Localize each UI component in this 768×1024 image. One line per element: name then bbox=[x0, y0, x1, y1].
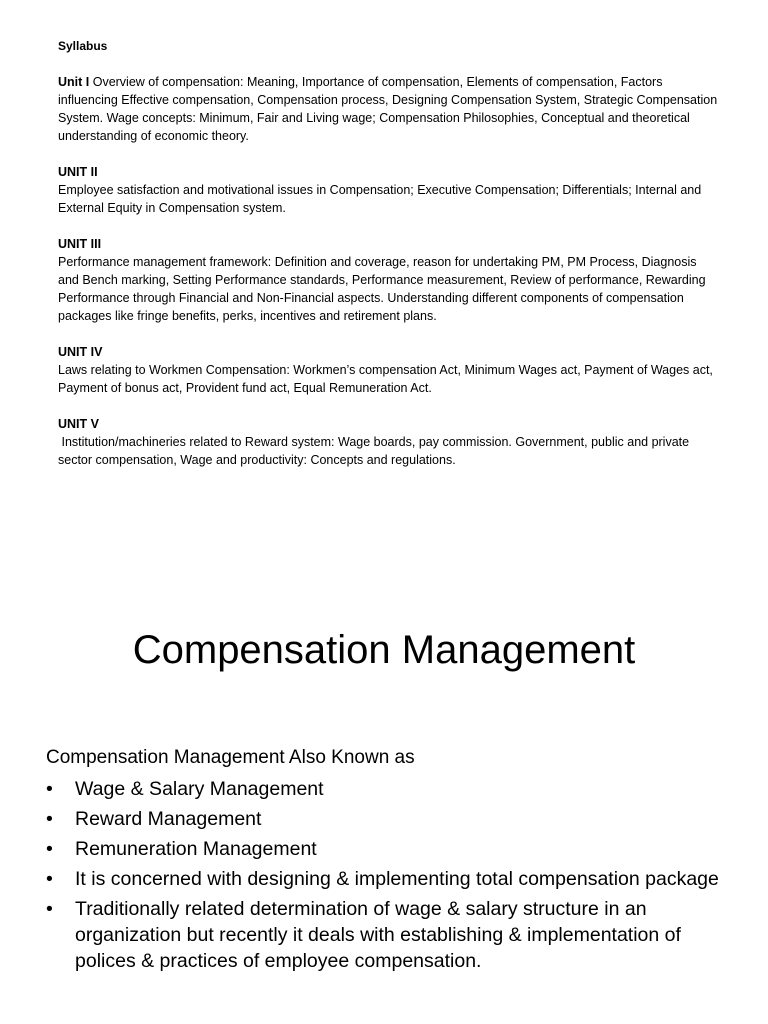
bullet-text: Reward Management bbox=[75, 808, 262, 830]
bullet-text: It is concerned with designing & implementing total compensation package bbox=[75, 868, 719, 890]
unit-4 bbox=[58, 343, 718, 397]
intro-text: Compensation Management Also Known as bbox=[46, 747, 415, 768]
unit-5-heading: UNIT V bbox=[58, 417, 99, 431]
bullet-text: Wage & Salary Management bbox=[75, 778, 324, 800]
unit-4-heading: UNIT IV bbox=[58, 345, 103, 359]
bullet-text: Traditionally related determination of wage & salary structure in an organization but recently it deals with establishing & implementation of polices & practices of employee compensation. bbox=[75, 898, 681, 972]
unit-5-text: Institution/machineries related to Reward system: Wage boards, pay commission. Government, public and private sector compensation, Wage and productivity: Concepts and regulations. bbox=[58, 435, 693, 467]
unit-1 bbox=[58, 73, 721, 145]
unit-1-heading: Unit I bbox=[58, 75, 90, 89]
bullet-item-5 bbox=[46, 896, 726, 974]
unit-3 bbox=[58, 235, 718, 325]
bullet-icon: • bbox=[46, 838, 53, 860]
bullet-item-4 bbox=[46, 866, 726, 892]
bullet-item-3 bbox=[46, 836, 726, 862]
slide-title: Compensation Management bbox=[132, 628, 636, 672]
unit-1-text: Overview of compensation: Meaning, Importance of compensation, Elements of compensation, Factors influencing Effective compensation, Compensation process, Designing Compensation System, Strategic Compensation System. Wage concepts: Minimum, Fair and Living wage; Compensation Philosophies, Conceptual and theoretical understanding of economic theory. bbox=[58, 75, 721, 143]
bullet-icon: • bbox=[46, 808, 53, 830]
unit-2-heading: UNIT II bbox=[58, 165, 98, 179]
bullet-icon: • bbox=[46, 898, 53, 920]
unit-2 bbox=[58, 163, 718, 217]
bullet-icon: • bbox=[46, 868, 53, 890]
bullet-item-1 bbox=[46, 776, 726, 802]
unit-2-text: Employee satisfaction and motivational issues in Compensation; Executive Compensation; Differentials; Internal and External Equity in Compensation system. bbox=[58, 183, 705, 215]
unit-3-heading: UNIT III bbox=[58, 237, 102, 251]
syllabus-section bbox=[58, 37, 721, 487]
unit-3-text: Performance management framework: Definition and coverage, reason for undertaking PM, PM Process, Diagnosis and Bench marking, Setting Performance standards, Performance measurement, Review of performance, Rewarding Performance through Financial and Non-Financial aspects. Understanding different components of compensation packages like fringe benefits, perks, incentives and retirement plans. bbox=[58, 255, 710, 323]
unit-5 bbox=[58, 415, 718, 469]
bullet-list bbox=[46, 776, 726, 978]
bullet-item-2 bbox=[46, 806, 726, 832]
syllabus-title: Syllabus bbox=[58, 39, 108, 53]
bullet-icon: • bbox=[46, 778, 53, 800]
unit-4-text: Laws relating to Workmen Compensation: Workmen’s compensation Act, Minimum Wages act, Payment of Wages act, Payment of bonus act, Provident fund act, Equal Remuneration Act. bbox=[58, 363, 717, 395]
bullet-text: Remuneration Management bbox=[75, 838, 317, 860]
